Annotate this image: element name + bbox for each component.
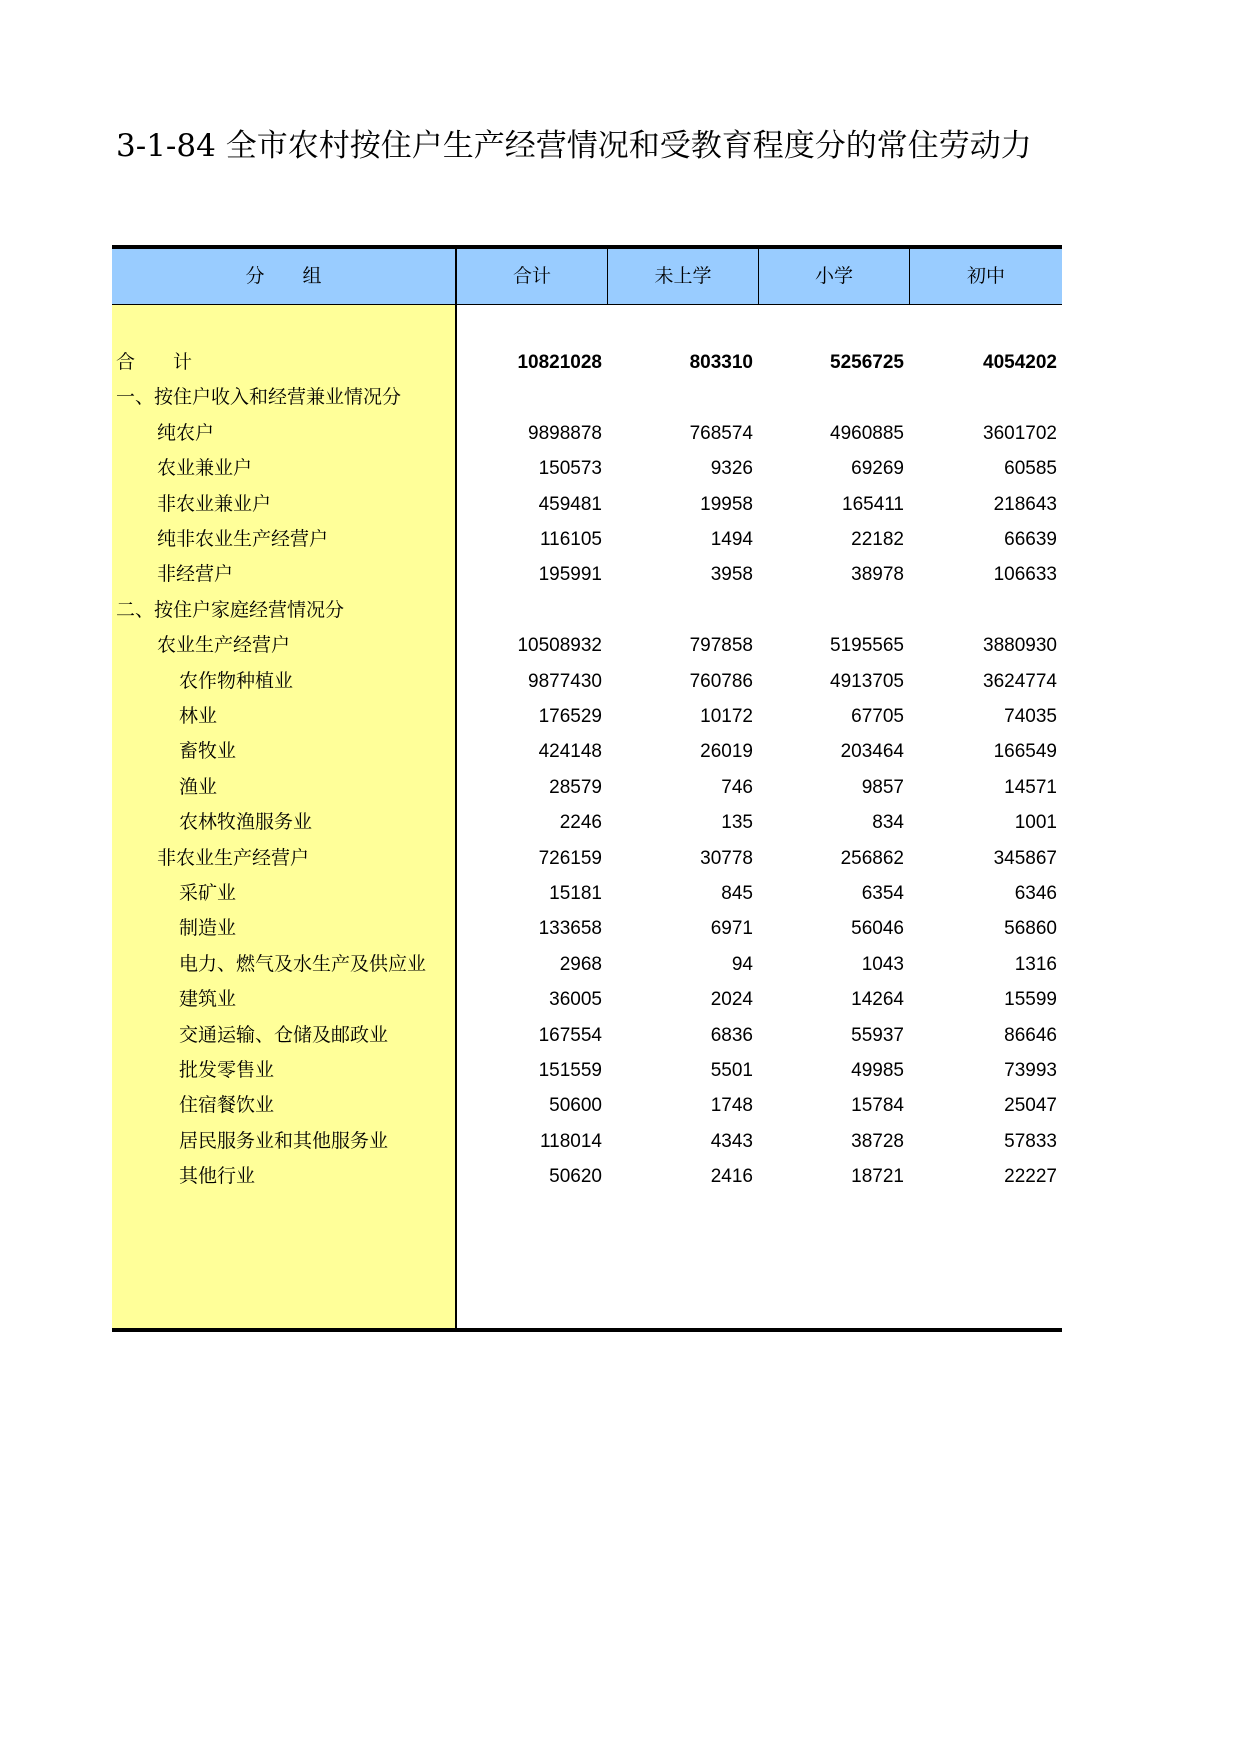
cell-primary: 4960885 — [830, 422, 904, 444]
header-primary: 小学 — [759, 249, 910, 304]
table-row — [112, 1016, 1062, 1055]
cell-total: 424148 — [538, 741, 602, 763]
cell-junior-middle: 1001 — [1014, 812, 1057, 834]
row-label: 非经营户 — [157, 563, 234, 586]
cell-junior-middle: 56860 — [1004, 918, 1057, 940]
cell-junior-middle: 218643 — [993, 493, 1057, 515]
cell-junior-middle: 15599 — [1004, 989, 1057, 1011]
header-junior-middle: 初中 — [966, 265, 1005, 287]
cell-primary: 4913705 — [830, 670, 904, 692]
cell-primary: 69269 — [851, 458, 904, 480]
row-label: 农作物种植业 — [179, 669, 294, 692]
cell-junior-middle: 166549 — [993, 741, 1057, 763]
row-label: 林业 — [179, 705, 218, 727]
cell-total: 36005 — [549, 989, 602, 1011]
table-row — [112, 626, 1062, 665]
cell-total: 167554 — [538, 1024, 602, 1046]
cell-primary: 256862 — [840, 847, 904, 869]
cell-total: 50620 — [549, 1166, 602, 1188]
cell-junior-middle: 3601702 — [983, 422, 1057, 444]
table-row — [112, 980, 1062, 1019]
cell-no-school — [608, 591, 753, 630]
cell-total: 150573 — [538, 458, 602, 480]
data-table — [112, 245, 1062, 1331]
cell-no-school: 2024 — [710, 989, 753, 1011]
table-row — [112, 1157, 1062, 1196]
table-row — [112, 662, 1062, 701]
cell-total: 2968 — [559, 953, 602, 975]
cell-primary: 165411 — [842, 493, 904, 515]
cell-no-school: 1748 — [710, 1095, 753, 1117]
cell-total: 9898878 — [528, 422, 602, 444]
row-label: 其他行业 — [179, 1165, 256, 1188]
cell-junior-middle: 1316 — [1014, 953, 1057, 975]
row-label: 电力、燃气及水生产及供应业 — [179, 952, 427, 975]
cell-primary: 14264 — [851, 989, 904, 1011]
row-label: 渔业 — [179, 775, 218, 798]
page-title: 3-1-84 全市农村按住户生产经营情况和受教育程度分的常住劳动力 — [116, 128, 1032, 164]
cell-junior-middle: 6346 — [1014, 883, 1057, 904]
cell-total: 10508932 — [517, 635, 602, 657]
table-row — [112, 768, 1062, 807]
cell-no-school: 6836 — [710, 1024, 753, 1046]
row-label: 非农业兼业户 — [157, 492, 272, 515]
table-row — [112, 1122, 1062, 1161]
cell-junior-middle: 86646 — [1004, 1024, 1057, 1046]
cell-no-school: 26019 — [700, 741, 753, 763]
row-label: 非农业生产经营户 — [157, 846, 310, 869]
table-row — [112, 839, 1062, 878]
cell-primary: 15784 — [851, 1095, 904, 1117]
cell-primary: 5195565 — [830, 635, 904, 657]
cell-primary — [759, 378, 904, 417]
header-no-school: 未上学 — [608, 249, 759, 304]
cell-total — [457, 378, 602, 417]
cell-total: 726159 — [538, 847, 602, 869]
cell-no-school: 5501 — [710, 1060, 753, 1081]
cell-primary: 203464 — [840, 741, 904, 763]
table-row — [112, 874, 1062, 913]
row-label: 二、按住户家庭经营情况分 — [116, 598, 345, 621]
cell-no-school: 4343 — [710, 1130, 753, 1152]
table-bottom-border — [112, 1328, 1062, 1332]
table-row — [112, 1051, 1062, 1090]
row-label: 纯农户 — [157, 421, 215, 444]
cell-no-school: 803310 — [689, 352, 753, 373]
header-group: 分 组 — [112, 249, 457, 304]
table-row — [112, 803, 1062, 842]
cell-junior-middle: 60585 — [1004, 458, 1057, 480]
cell-no-school: 760786 — [689, 670, 753, 692]
cell-junior-middle: 74035 — [1004, 706, 1057, 727]
cell-total: 133658 — [538, 918, 602, 940]
row-label: 批发零售业 — [179, 1059, 275, 1081]
cell-junior-middle — [910, 378, 1057, 417]
cell-primary: 49985 — [851, 1060, 904, 1081]
cell-no-school: 135 — [721, 812, 753, 834]
cell-primary — [759, 591, 904, 630]
cell-primary: 55937 — [851, 1024, 904, 1046]
table-row — [112, 555, 1062, 594]
cell-no-school: 3958 — [710, 564, 753, 586]
cell-junior-middle: 345867 — [993, 847, 1057, 869]
cell-primary: 56046 — [851, 918, 904, 940]
cell-no-school: 845 — [721, 883, 753, 904]
table-row — [112, 1086, 1062, 1125]
table-row — [112, 378, 1062, 417]
table-header — [112, 245, 1062, 305]
table-row — [112, 732, 1062, 771]
cell-junior-middle: 25047 — [1004, 1095, 1057, 1117]
cell-junior-middle: 106633 — [993, 564, 1057, 586]
cell-junior-middle: 3880930 — [983, 635, 1057, 657]
cell-total: 2246 — [559, 812, 602, 834]
cell-junior-middle: 57833 — [1004, 1130, 1057, 1152]
cell-total: 176529 — [538, 706, 602, 727]
cell-junior-middle: 22227 — [1004, 1166, 1057, 1188]
cell-no-school: 746 — [721, 776, 753, 798]
cell-total: 459481 — [538, 493, 602, 515]
cell-primary: 38728 — [851, 1130, 904, 1152]
cell-total: 195991 — [538, 564, 602, 586]
cell-primary: 9857 — [861, 776, 904, 798]
cell-primary: 6354 — [861, 883, 904, 904]
cell-total: 15181 — [549, 883, 602, 904]
cell-primary: 18721 — [851, 1166, 904, 1188]
cell-junior-middle: 66639 — [1004, 529, 1057, 550]
cell-total: 10821028 — [517, 352, 602, 373]
row-label: 交通运输、仓储及邮政业 — [179, 1023, 389, 1046]
cell-no-school: 30778 — [700, 847, 753, 869]
cell-no-school: 797858 — [689, 635, 753, 657]
table-row — [112, 697, 1062, 736]
cell-junior-middle — [910, 591, 1057, 630]
table-row — [112, 414, 1062, 453]
cell-primary: 1043 — [861, 953, 904, 975]
cell-primary: 22182 — [851, 529, 904, 550]
row-label: 建筑业 — [179, 988, 237, 1011]
table-row — [112, 485, 1062, 524]
cell-primary: 5256725 — [830, 352, 904, 373]
table-row — [112, 520, 1062, 559]
row-label: 畜牧业 — [179, 740, 237, 763]
table-row — [112, 591, 1062, 630]
row-label: 住宿餐饮业 — [179, 1094, 275, 1117]
cell-total: 151559 — [538, 1060, 602, 1081]
header-total: 合计 — [457, 249, 608, 304]
cell-no-school — [608, 378, 753, 417]
row-label: 合 计 — [116, 351, 193, 373]
table-row — [112, 909, 1062, 948]
row-label: 一、按住户收入和经营兼业情况分 — [116, 386, 402, 409]
cell-total: 116105 — [540, 529, 602, 550]
cell-no-school: 2416 — [710, 1166, 753, 1188]
table-row — [112, 343, 1062, 382]
cell-total: 118014 — [540, 1130, 602, 1152]
cell-total: 9877430 — [528, 670, 602, 692]
cell-total — [457, 591, 602, 630]
row-label: 居民服务业和其他服务业 — [179, 1129, 389, 1152]
row-label: 农业生产经营户 — [157, 634, 291, 657]
cell-no-school: 19958 — [700, 493, 753, 515]
cell-total: 28579 — [549, 776, 602, 798]
row-label: 采矿业 — [179, 882, 237, 904]
table-row — [112, 449, 1062, 488]
row-label: 制造业 — [179, 917, 237, 940]
cell-no-school: 1494 — [710, 529, 753, 550]
table-row — [112, 945, 1062, 984]
row-label: 农业兼业户 — [157, 457, 253, 480]
cell-junior-middle: 73993 — [1004, 1060, 1057, 1081]
cell-primary: 38978 — [851, 564, 904, 586]
row-label: 纯非农业生产经营户 — [157, 528, 329, 550]
cell-primary: 67705 — [851, 706, 904, 727]
cell-no-school: 6971 — [710, 918, 753, 940]
cell-junior-middle: 4054202 — [983, 352, 1057, 373]
row-label: 农林牧渔服务业 — [179, 811, 313, 834]
cell-no-school: 10172 — [700, 706, 753, 727]
cell-primary: 834 — [872, 812, 904, 834]
cell-junior-middle: 3624774 — [983, 670, 1057, 692]
cell-no-school: 768574 — [689, 422, 753, 444]
cell-no-school: 9326 — [710, 458, 753, 480]
cell-total: 50600 — [549, 1095, 602, 1117]
cell-no-school: 94 — [731, 953, 753, 975]
cell-junior-middle: 14571 — [1004, 776, 1057, 798]
